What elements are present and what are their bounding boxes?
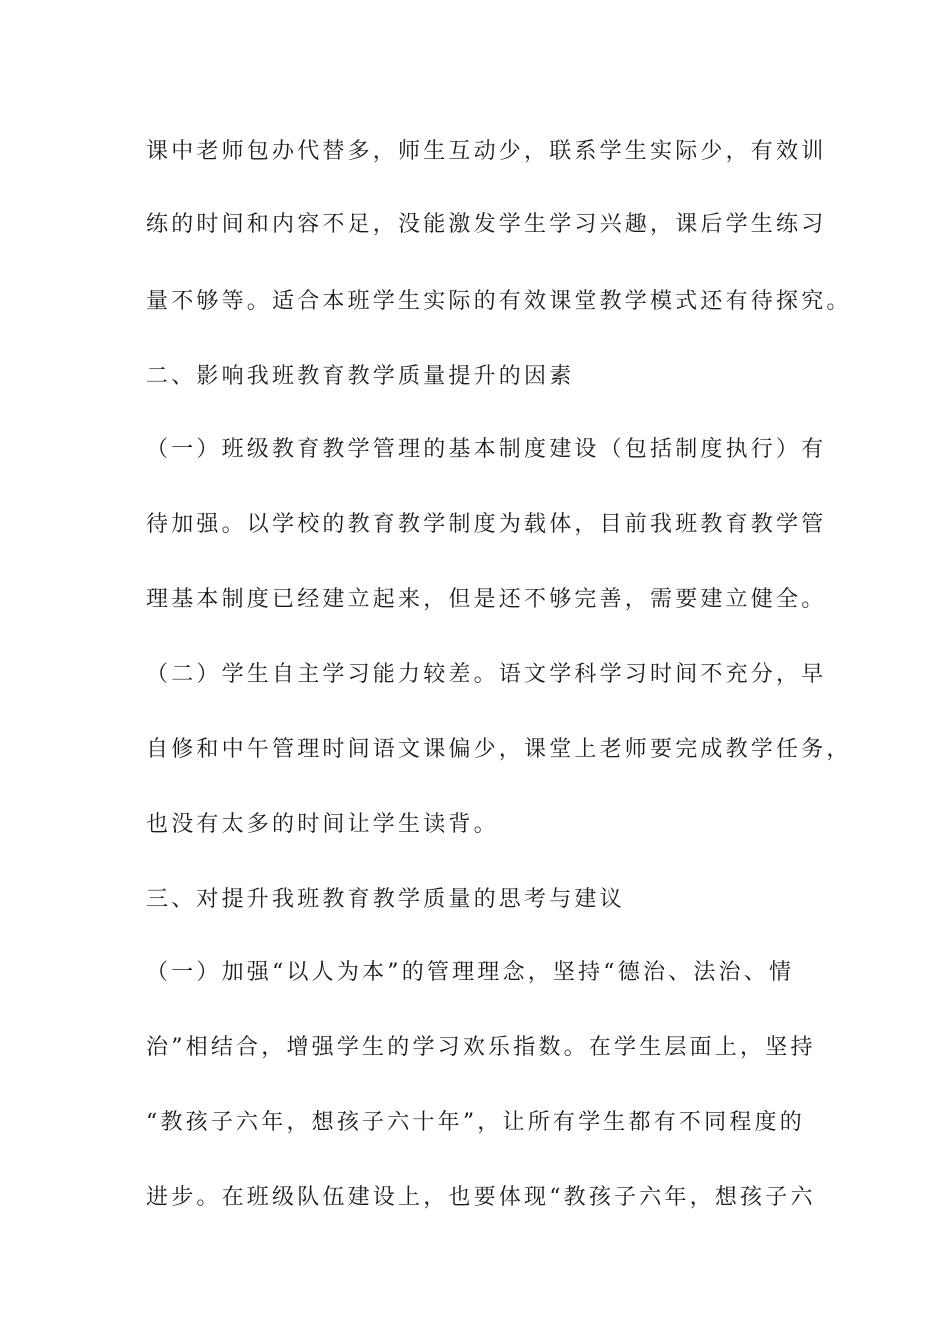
paragraph-line: 进步。在班级队伍建设上，也要体现“教孩子六年，想孩子六 [146,1185,816,1210]
section-heading: 二、影响我班教育教学质量提升的因素 [146,364,575,389]
paragraph-line: 自修和中午管理时间语文课偏少，课堂上老师要完成教学任务， [146,737,852,762]
paragraph-line: （一）加强“以人为本”的管理理念，坚持“德治、法治、情 [146,960,795,985]
paragraph-line: （一）班级教育教学管理的基本制度建设（包括制度执行）有 [146,437,827,462]
paragraph-line: 也没有太多的时间让学生读背。 [146,812,499,837]
section-heading: 三、对提升我班教育教学质量的思考与建议 [146,887,625,912]
paragraph-line: 治”相结合，增强学生的学习欢乐指数。在学生层面上，坚持 [146,1035,816,1060]
paragraph-line: 量不够等。适合本班学生实际的有效课堂教学模式还有待探究。 [146,289,852,314]
paragraph-line: 练的时间和内容不足，没能激发学生学习兴趣，课后学生练习 [146,212,827,237]
paragraph-line: 理基本制度已经建立起来，但是还不够完善，需要建立健全。 [146,587,827,612]
paragraph-line: 待加强。以学校的教育教学制度为载体，目前我班教育教学管 [146,512,827,537]
paragraph-line: “教孩子六年，想孩子六十年”，让所有学生都有不同程度的 [146,1110,805,1135]
paragraph-line: 课中老师包办代替多，师生互动少，联系学生实际少，有效训 [146,139,827,164]
paragraph-line: （二）学生自主学习能力较差。语文学科学习时间不充分，早 [146,662,827,687]
